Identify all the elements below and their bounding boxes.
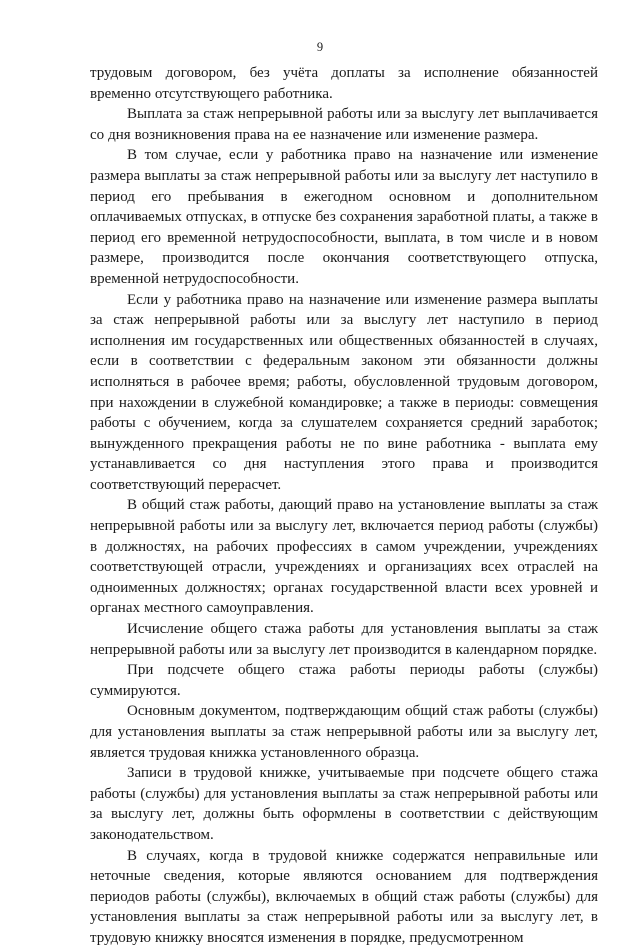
paragraph-payment-start: Выплата за стаж непрерывной работы или за выслугу лет выплачивается со дня возникновения права на ее назначение или изменение размера. [90, 106, 598, 143]
paragraph-main-document: Основным документом, подтверждающим общий стаж работы (службы) для установления выплаты за стаж непрерывной работы или за выслугу лет, является трудовая книжка установленного образца. [90, 703, 598, 761]
paragraph-vacation-case: В том случае, если у работника право на назначение или изменение размера выплаты за стаж непрерывной работы или за выслугу лет наступило в период его пребывания в ежегодном основном и дополнительном оплачиваемых отпусках, в отпуске без сохранения заработной платы, а также в период его временной нетрудоспособности, выплата, в том числе и в новом размере, производится после окончания соответствующего отпуска, временной нетрудоспособности. [90, 147, 598, 287]
paragraph-public-duties-case: Если у работника право на назначение или изменение размера выплаты за стаж непрерывной работы или за выслугу лет наступило в период исполнения им государственных или общественных обязанностей в случаях, если в соответствии с федеральным законом эти обязанности должны исполняться в рабочее время; работы, обусловленной трудовым договором, при нахождении в служебной командировке; а также в периоды: совмещения работы с обучением, когда за слушателем сохраняется средний заработок; вынужденного прекращения работы не по вине работника - выплата ему устанавливается со дня наступления этого права и производится соответствующий перерасчет. [90, 291, 598, 493]
page-number: 9 [316, 40, 324, 54]
paragraph-periods-summed: При подсчете общего стажа работы периоды работы (службы) суммируются. [90, 662, 598, 699]
paragraph-calendar-calculation: Исчисление общего стажа работы для установления выплаты за стаж непрерывной работы или за выслугу лет производится в календарном порядке. [90, 621, 598, 658]
paragraph-workbook-entries: Записи в трудовой книжке, учитываемые при подсчете общего стажа работы (службы) для установления выплаты за стаж непрерывной работы или за выслугу лет, должны быть оформлены в соответствии с действующим законодательством. [90, 765, 598, 843]
paragraph-general-service-inclusion: В общий стаж работы, дающий право на установление выплаты за стаж непрерывной работы или за выслугу лет, включается период работы (службы) в должностях, на рабочих профессиях в самом учреждении, учреждениях соответствующей отрасли, учреждениях и организациях всех отраслей на одноименных должностях; органах государственной власти всех уровней и органах местного самоуправления. [90, 497, 598, 617]
document-body [90, 63, 598, 949]
paragraph-continued-contract: трудовым договором, без учёта доплаты за исполнение обязанностей временно отсутствующего работника. [90, 65, 598, 102]
paragraph-incorrect-entries: В случаях, когда в трудовой книжке содержатся неправильные или неточные сведения, которые являются основанием для подтверждения периодов работы (службы), включаемых в общий стаж работы (службы) для установления выплаты за стаж непрерывной работы или за выслугу лет, в трудовую книжку вносятся изменения в порядке, предусмотренном [90, 847, 598, 946]
